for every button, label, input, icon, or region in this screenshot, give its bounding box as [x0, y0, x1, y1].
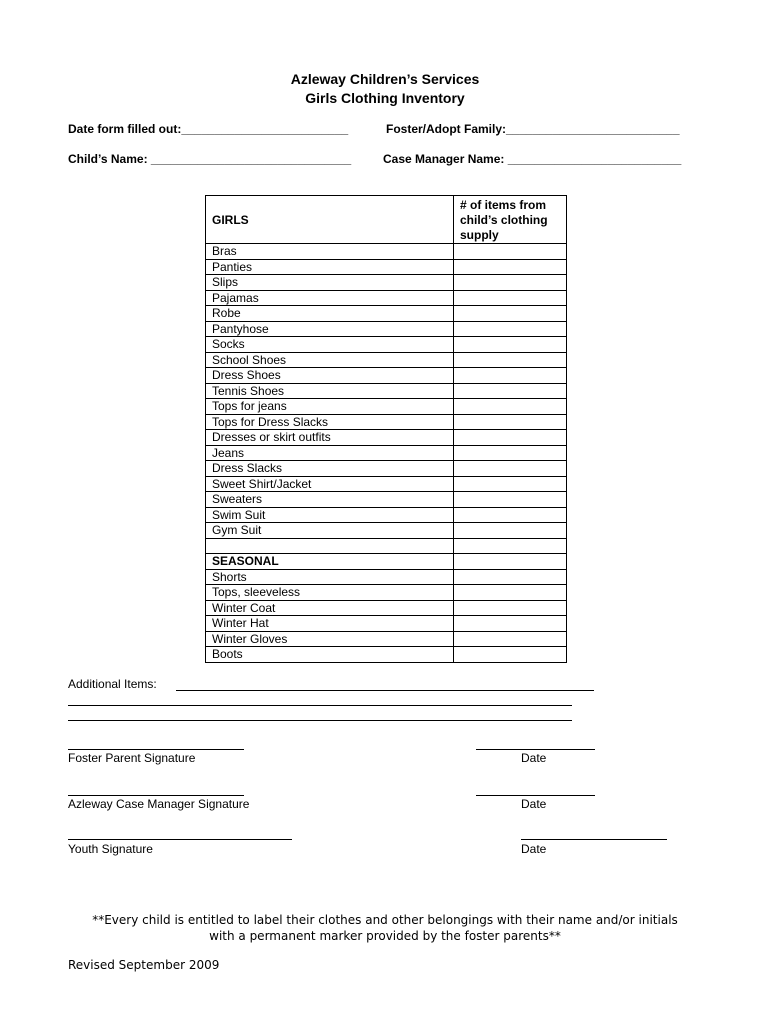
table-row — [206, 647, 567, 663]
item-label: Winter Gloves — [206, 631, 454, 647]
case-manager-signature-line[interactable] — [68, 795, 244, 796]
labeling-notice — [40, 912, 730, 944]
table-row — [206, 585, 567, 601]
table-row — [206, 430, 567, 446]
youth-date-line[interactable] — [521, 839, 667, 840]
item-count-cell[interactable] — [454, 445, 567, 461]
case-manager-date-line[interactable] — [476, 795, 595, 796]
item-count-cell[interactable] — [454, 461, 567, 477]
item-label: School Shoes — [206, 352, 454, 368]
girls-column-header: GIRLS — [206, 196, 454, 244]
table-row — [206, 538, 567, 554]
table-row — [206, 244, 567, 260]
item-count-cell[interactable] — [454, 538, 567, 554]
count-header-line: # of items from — [460, 198, 547, 212]
table-row — [206, 569, 567, 585]
item-label: Robe — [206, 306, 454, 322]
item-label: Panties — [206, 259, 454, 275]
table-row — [206, 414, 567, 430]
item-label: Bras — [206, 244, 454, 260]
item-count-cell[interactable] — [454, 585, 567, 601]
item-count-cell[interactable] — [454, 600, 567, 616]
item-count-cell[interactable] — [454, 368, 567, 384]
item-label: Winter Coat — [206, 600, 454, 616]
table-row — [206, 461, 567, 477]
table-row — [206, 259, 567, 275]
item-label: Winter Hat — [206, 616, 454, 632]
item-count-cell[interactable] — [454, 290, 567, 306]
table-row — [206, 399, 567, 415]
item-label: Dress Shoes — [206, 368, 454, 384]
table-row — [206, 290, 567, 306]
item-count-cell[interactable] — [454, 616, 567, 632]
item-label: Sweet Shirt/Jacket — [206, 476, 454, 492]
item-count-cell[interactable] — [454, 275, 567, 291]
item-label: Jeans — [206, 445, 454, 461]
item-count-cell[interactable] — [454, 554, 567, 570]
table-row — [206, 507, 567, 523]
item-count-cell[interactable] — [454, 337, 567, 353]
item-count-cell[interactable] — [454, 244, 567, 260]
item-label: Boots — [206, 647, 454, 663]
table-row — [206, 383, 567, 399]
count-header-line: supply — [460, 228, 499, 242]
item-label: Slips — [206, 275, 454, 291]
date-filled-field[interactable]: Date form filled out:_________________________ — [68, 122, 349, 136]
count-header-line: child’s clothing — [460, 213, 548, 227]
item-count-cell[interactable] — [454, 647, 567, 663]
form-title: Azleway Children’s Services — [290, 71, 480, 87]
date-label: Date — [521, 842, 547, 856]
item-label: Swim Suit — [206, 507, 454, 523]
item-label: Shorts — [206, 569, 454, 585]
table-row — [206, 600, 567, 616]
additional-items-line[interactable] — [68, 720, 572, 721]
item-label — [206, 538, 454, 554]
youth-signature-label: Youth Signature — [68, 842, 153, 856]
item-count-cell[interactable] — [454, 352, 567, 368]
item-label: Pajamas — [206, 290, 454, 306]
foster-parent-date-line[interactable] — [476, 749, 595, 750]
item-label: Sweaters — [206, 492, 454, 508]
additional-items-label: Additional Items: — [68, 677, 157, 691]
table-row — [206, 445, 567, 461]
item-label: Dress Slacks — [206, 461, 454, 477]
table-row — [206, 368, 567, 384]
table-row — [206, 523, 567, 539]
foster-parent-signature-label: Foster Parent Signature — [68, 751, 196, 765]
item-count-cell[interactable] — [454, 399, 567, 415]
section-header-row — [206, 554, 567, 570]
item-count-cell[interactable] — [454, 523, 567, 539]
count-column-header — [454, 196, 567, 244]
child-name-field[interactable]: Child’s Name: ______________________________ — [68, 152, 352, 166]
additional-items-line[interactable] — [68, 705, 572, 706]
item-label: Tennis Shoes — [206, 383, 454, 399]
item-label: Socks — [206, 337, 454, 353]
item-label: Tops, sleeveless — [206, 585, 454, 601]
item-count-cell[interactable] — [454, 569, 567, 585]
item-label: Tops for jeans — [206, 399, 454, 415]
item-count-cell[interactable] — [454, 383, 567, 399]
item-count-cell[interactable] — [454, 631, 567, 647]
date-label: Date — [521, 751, 547, 765]
item-count-cell[interactable] — [454, 259, 567, 275]
notice-line: **Every child is entitled to label their clothes and other belongings with their name and/or initials — [92, 913, 678, 927]
inventory-table — [205, 195, 567, 663]
table-row — [206, 352, 567, 368]
item-label: Pantyhose — [206, 321, 454, 337]
table-row — [206, 476, 567, 492]
section-label: SEASONAL — [206, 554, 454, 570]
table-row — [206, 616, 567, 632]
form-subtitle: Girls Clothing Inventory — [305, 90, 465, 106]
youth-signature-line[interactable] — [68, 839, 292, 840]
item-count-cell[interactable] — [454, 321, 567, 337]
table-row — [206, 337, 567, 353]
item-count-cell[interactable] — [454, 430, 567, 446]
revision-note: Revised September 2009 — [68, 958, 220, 972]
table-header-row — [206, 196, 567, 244]
table-row — [206, 321, 567, 337]
item-count-cell[interactable] — [454, 306, 567, 322]
item-label: Tops for Dress Slacks — [206, 414, 454, 430]
case-manager-field[interactable]: Case Manager Name: __________________________ — [383, 152, 682, 166]
table-row — [206, 631, 567, 647]
additional-items-line[interactable] — [176, 690, 594, 691]
item-count-cell[interactable] — [454, 507, 567, 523]
foster-parent-signature-line[interactable] — [68, 749, 244, 750]
family-field[interactable]: Foster/Adopt Family:__________________________ — [386, 122, 680, 136]
item-label: Dresses or skirt outfits — [206, 430, 454, 446]
table-row — [206, 275, 567, 291]
date-label: Date — [521, 797, 547, 811]
notice-line: with a permanent marker provided by the foster parents** — [209, 929, 561, 943]
table-row — [206, 492, 567, 508]
item-count-cell[interactable] — [454, 414, 567, 430]
case-manager-signature-label: Azleway Case Manager Signature — [68, 797, 250, 811]
item-count-cell[interactable] — [454, 492, 567, 508]
table-row — [206, 306, 567, 322]
item-label: Gym Suit — [206, 523, 454, 539]
item-count-cell[interactable] — [454, 476, 567, 492]
